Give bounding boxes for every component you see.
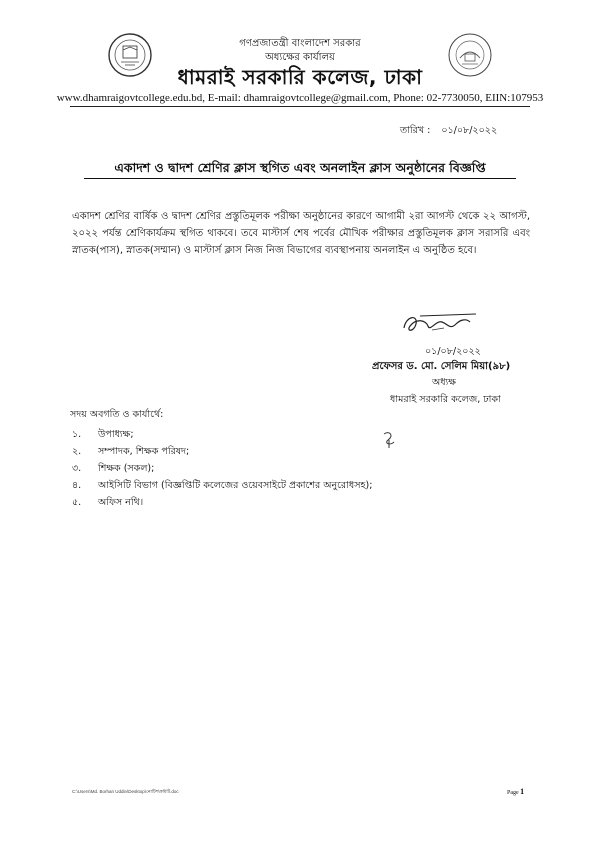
signature-date: ০১/০৮/২০২২ [425,346,481,357]
cc-item-number: ২. [72,446,82,457]
contact-line: www.dhamraigovtcollege.edu.bd, E-mail: dhamraigovtcollege@gmail.com, Phone: 02-7730050, EIIN:107953 [56,92,544,104]
signatory-name: প্রফেসর ড. মো. সেলিম মিয়া(৯৮) [372,361,511,372]
cc-item-number: ৪. [72,480,82,491]
cc-item [72,494,372,511]
signature-mark-icon [396,306,486,342]
cc-item-number: ৫. [72,497,82,508]
cc-item [72,460,372,477]
cc-item-text: সম্পাদক, শিক্ষক পরিষদ; [98,446,190,457]
cc-item-text: অফিস নথি। [98,497,144,508]
signatory-title: অধ্যক্ষ [432,377,457,388]
subject-underline [84,178,516,179]
cc-item-number: ৩. [72,463,82,474]
college-name: ধামরাই সরকারি কলেজ, ঢাকা [177,65,423,89]
notice-subject: একাদশ ও দ্বাদশ শ্রেণির ক্লাস স্থগিত এবং অনলাইন ক্লাস অনুষ্ঠানের বিজ্ঞপ্তি [114,160,486,175]
initial-mark-icon [378,428,400,450]
footer-page-label: Page [507,790,519,796]
notice-body: একাদশ শ্রেণির বার্ষিক ও দ্বাদশ শ্রেণির প্রস্তুতিমূলক পরীক্ষা অনুষ্ঠানের কারণে আগামী ২রা আগস্ট থেকে ২২ আগস্ট, ২০২২ পর্যন্ত শ্রেণিকার্যক্রম স্থগিত থাকবে। তবে মাস্টার্স শেষ পর্বের মৌখিক পরীক্ষার প্রস্তুতিমূলক ক্লাস সরাসরি এবং স্নাতক(পাস), স্নাতক(সম্মান) ও মাস্টার্স ক্লাস নিজ নিজ বিভাগের ব্যবস্থাপনায় অনলাইন এ অনুষ্ঠিত হবে। [72,211,530,256]
header-divider [70,106,530,107]
date-line [400,124,497,139]
date-value: ০১/০৮/২০২২ [441,125,498,136]
footer-page [507,787,524,796]
office-heading: অধ্যক্ষের কার্যালয় [265,52,335,63]
cc-item [72,426,372,443]
footer-file-path: C:\Users\Md. Borhan Uddin\Desktop\নোটিশ\কমিটি.doc [72,789,179,794]
cc-item-number: ১. [72,429,82,440]
signatory-college: ধামরাই সরকারি কলেজ, ঢাকা [390,394,501,405]
date-label: তারিখ : [400,125,431,136]
government-heading: গণপ্রজাতন্ত্রী বাংলাদেশ সরকার [239,38,361,49]
cc-item [72,477,372,494]
cc-heading: সদয় অবগতি ও কার্যার্থে: [70,409,164,420]
cc-item-text: উপাধ্যক্ষ; [98,429,134,440]
footer-page-number: 1 [520,787,525,796]
cc-list [72,426,372,511]
cc-item [72,443,372,460]
cc-item-text: শিক্ষক (সকল); [98,463,155,474]
cc-item-text: আইসিটি বিভাগ (বিজ্ঞপ্তিটি কলেজের ওয়েবসাইটে প্রকাশের অনুরোধসহ); [98,480,373,491]
